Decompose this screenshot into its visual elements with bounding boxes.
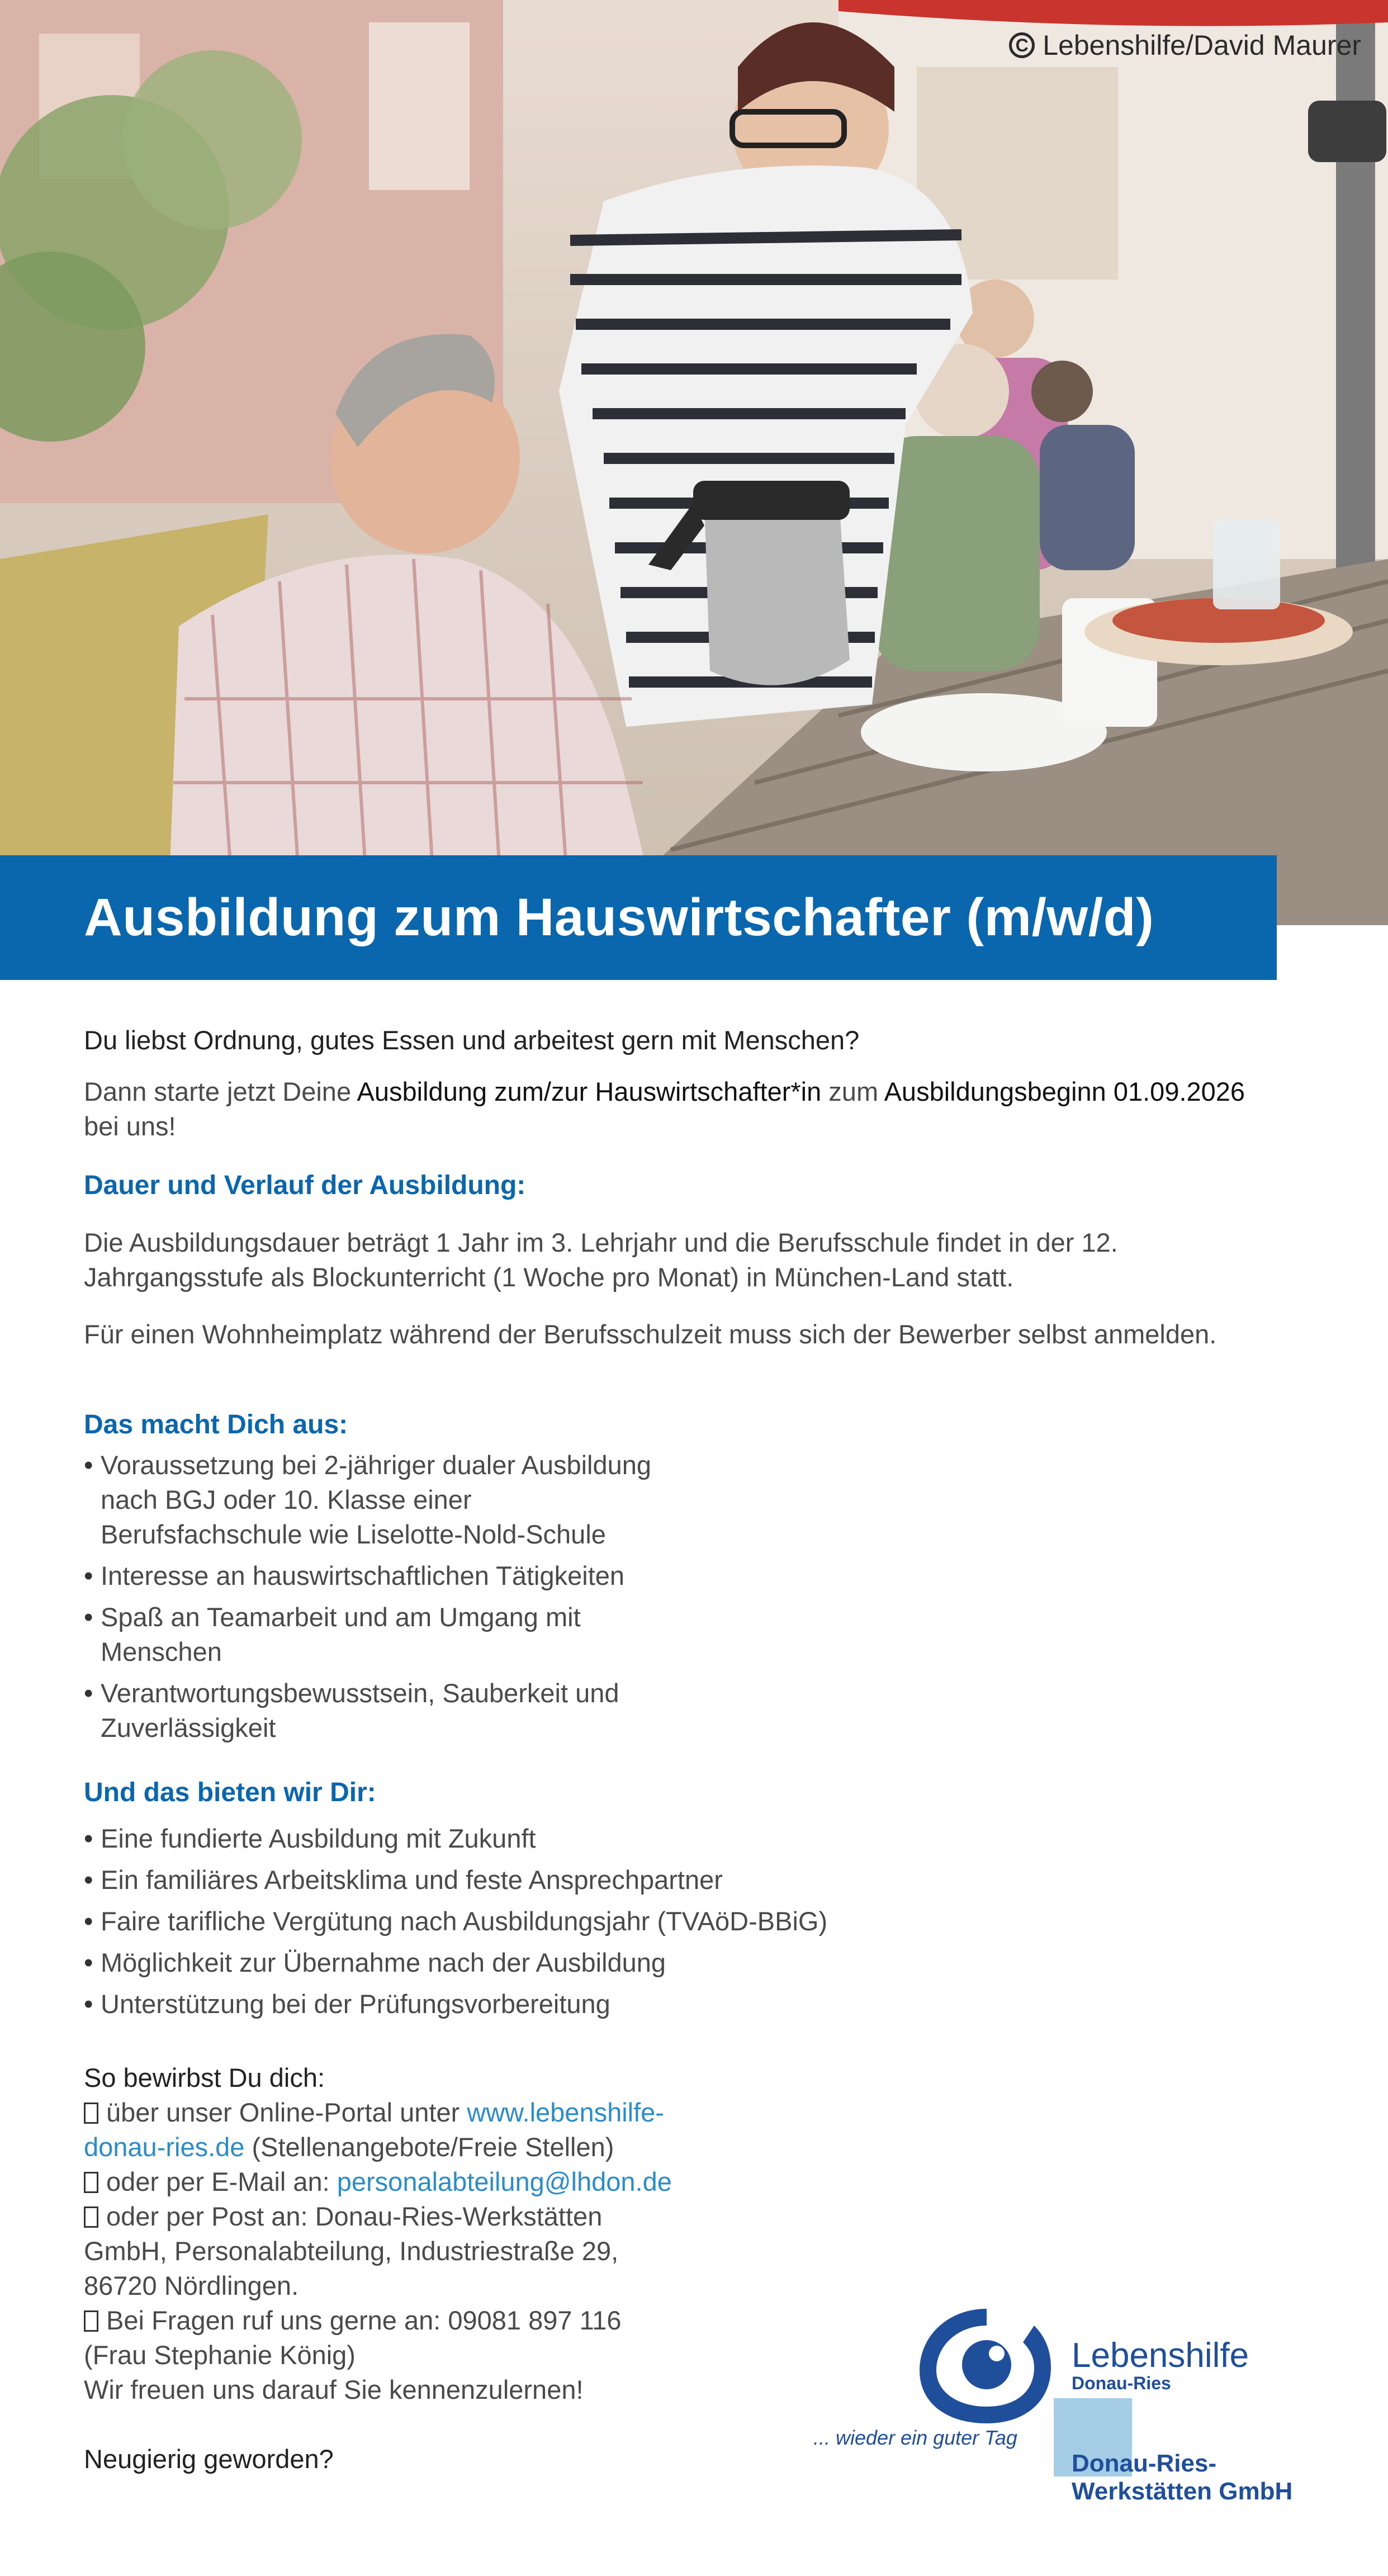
logo-brand: Lebenshilfe <box>1072 2336 1249 2375</box>
job-description <box>84 1023 1258 2476</box>
apply-heading: So bewirbst Du dich: <box>84 2063 325 2092</box>
apply-post-text: oder per Post an: Donau-Ries-Werkstätten GmbH, Personalabteilung, Industriestraße 29, 86720 Nördlingen. <box>84 2201 619 2300</box>
curious-text: Neugierig geworden? <box>84 2444 334 2474</box>
intro-part-d: Ausbildungsbeginn 01.09.2026 <box>884 1077 1245 1106</box>
duration-heading: Dauer und Verlauf der Ausbildung: <box>84 1171 526 1200</box>
duration-text-1: Die Ausbildungsdauer beträgt 1 Jahr im 3. Lehrjahr und die Berufsschule findet in der 12. Jahrgangsstufe als Blockunterricht (1 Woche pro Monat) in München-Land statt. <box>84 1228 1118 1292</box>
intro-text <box>84 1074 1258 1144</box>
apply-closing: Wir freuen uns darauf Sie kennenzulernen! <box>84 2375 584 2404</box>
intro-part-a: Dann starte jetzt Deine <box>84 1077 357 1106</box>
list-item: • Interesse an hauswirtschaftlichen Tätigkeiten <box>84 1559 676 1593</box>
logo-tagline: ... wieder ein guter Tag <box>813 2426 1017 2449</box>
apply-phone <box>84 2303 676 2373</box>
checkbox-icon <box>84 2206 98 2228</box>
list-item: • Faire tarifliche Vergütung nach Ausbildungsjahr (TVAöD-BBiG) <box>84 1904 1258 1939</box>
duration-text-2: Für einen Wohnheimplatz während der Berufsschulzeit muss sich der Bewerber selbst anmelden. <box>84 1319 1217 1349</box>
apply-portal <box>84 2095 676 2165</box>
company-name <box>1072 2450 1292 2506</box>
list-item: • Ein familiäres Arbeitsklima und feste Ansprechpartner <box>84 1863 1258 1897</box>
portal-link[interactable]: www.lebenshilfe-donau-ries.de <box>84 2097 664 2162</box>
hero-illustration <box>0 0 1388 925</box>
lebenshilfe-logo <box>813 2286 1316 2510</box>
checkbox-icon <box>84 2172 98 2193</box>
intro-part-b: Ausbildung zum/zur Hauswirtschafter*in <box>357 1077 822 1106</box>
offers-list <box>84 1821 1258 2021</box>
checkbox-icon <box>84 2103 98 2124</box>
page-title: Ausbildung zum Hauswirtschafter (m/w/d) <box>84 888 1154 947</box>
list-item: • Voraussetzung bei 2-jähriger dualer Ausbildung nach BGJ oder 10. Klasse einer Berufsfachschule wie Liselotte-Nold-Schule <box>84 1448 676 1552</box>
offers-heading: Und das bieten wir Dir: <box>84 1778 376 1807</box>
requirements-list <box>84 1448 676 1745</box>
email-link[interactable]: personalabteilung@lhdon.de <box>337 2167 672 2196</box>
list-item: • Spaß an Teamarbeit und am Umgang mit Menschen <box>84 1600 676 1669</box>
apply-post <box>84 2199 676 2303</box>
apply-portal-prefix: über unser Online-Portal unter <box>106 2097 467 2127</box>
photo-credit-text: Lebenshilfe/David Maurer <box>1043 30 1361 61</box>
intro-question: Du liebst Ordnung, gutes Essen und arbeitest gern mit Menschen? <box>84 1025 860 1055</box>
company-name-line1: Donau-Ries- <box>1072 2450 1217 2477</box>
checkbox-icon <box>84 2310 98 2332</box>
requirements-heading: Das macht Dich aus: <box>84 1410 348 1439</box>
photo-credit <box>1009 29 1361 61</box>
intro-part-c: zum <box>821 1077 884 1106</box>
apply-phone-text: Bei Fragen ruf uns gerne an: 09081 897 116 (Frau Stephanie König) <box>84 2305 622 2370</box>
title-bar <box>0 855 1277 980</box>
hero-photo <box>0 0 1388 925</box>
list-item: • Eine fundierte Ausbildung mit Zukunft <box>84 1821 1258 1856</box>
apply-email <box>84 2165 676 2199</box>
copyright-icon: C <box>1009 32 1035 58</box>
apply-portal-suffix: (Stellenangebote/Freie Stellen) <box>244 2132 614 2162</box>
application-info <box>84 2061 676 2476</box>
company-name-line2: Werkstätten GmbH <box>1072 2478 1293 2505</box>
list-item: • Unterstützung bei der Prüfungsvorbereitung <box>84 1987 1258 2021</box>
lebenshilfe-emblem-icon <box>914 2298 1059 2432</box>
intro-part-e: bei uns! <box>84 1111 176 1141</box>
apply-email-prefix: oder per E-Mail an: <box>106 2167 337 2196</box>
logo-sub: Donau-Ries <box>1072 2373 1171 2393</box>
list-item: • Verantwortungsbewusstsein, Sauberkeit und Zuverlässigkeit <box>84 1676 676 1745</box>
list-item: • Möglichkeit zur Übernahme nach der Ausbildung <box>84 1945 1258 1980</box>
